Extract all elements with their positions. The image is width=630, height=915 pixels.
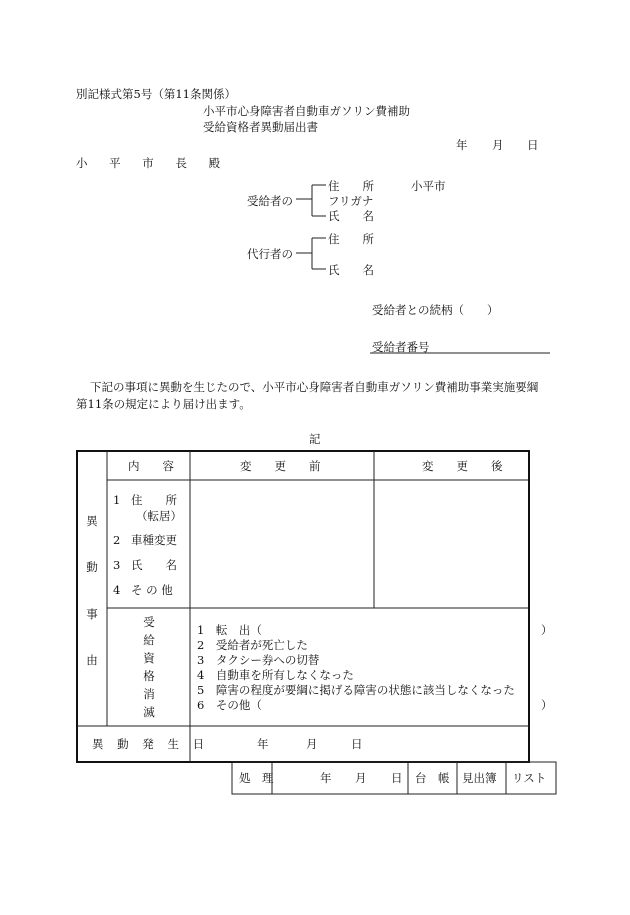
side-label-char: 異 <box>86 514 98 528</box>
relation-label: 受給者との続柄（ ） <box>372 303 499 317</box>
ki-label: 記 <box>309 432 321 446</box>
form-number: 別記様式第5号（第11条関係） <box>76 87 236 101</box>
item-label-address: 住 所 <box>131 493 177 507</box>
col-before-header: 変 更 前 <box>240 459 321 473</box>
recipient-address-value: 小平市 <box>411 179 446 193</box>
item-sub-moving: （転居） <box>136 509 182 523</box>
item-label-name: 氏 名 <box>131 558 177 572</box>
date-month-label: 月 <box>492 138 504 152</box>
list-label: リスト <box>512 771 547 785</box>
form-title-line2: 受給資格者異動届出書 <box>203 120 318 134</box>
date-day-label: 日 <box>527 138 539 152</box>
occur-day-label: 日 <box>351 737 363 751</box>
col-content-header: 内 容 <box>128 459 174 473</box>
col-after-header: 変 更 後 <box>422 459 503 473</box>
side-label-char: 動 <box>86 560 98 574</box>
proxy-label: 代行者の <box>247 247 293 261</box>
recipient-label: 受給者の <box>247 194 293 208</box>
occur-month-label: 月 <box>306 737 318 751</box>
occur-year-label: 年 <box>257 737 269 751</box>
loss-label-char: 消 <box>143 687 155 701</box>
form-title-line1: 小平市心身障害者自動車ガソリン費補助 <box>203 104 410 118</box>
processing-day: 日 <box>391 771 403 785</box>
loss-label-char: 受 <box>143 615 155 629</box>
date-year-label: 年 <box>456 138 468 152</box>
body-text-line2: 第11条の規定により届け出ます。 <box>76 397 251 411</box>
item-label-other: そ の 他 <box>131 583 173 597</box>
recipient-name-label: 氏 名 <box>328 209 374 223</box>
loss-label-char: 格 <box>143 669 155 683</box>
processing-year: 年 <box>320 771 332 785</box>
loss-reason-5: 5 障害の程度が要綱に掲げる障害の状態に該当しなくなった <box>197 683 515 697</box>
recipient-address-label: 住 所 <box>328 179 374 193</box>
close-paren: ） <box>541 623 553 637</box>
item-number: 4 <box>113 583 121 597</box>
addressee: 小 平 市 長 殿 <box>76 156 230 170</box>
loss-label-char: 給 <box>143 633 155 647</box>
loss-reason-2: 2 受給者が死亡した <box>197 638 308 652</box>
loss-reason-6: 6 その他（ <box>197 698 262 712</box>
loss-label-char: 滅 <box>143 705 155 719</box>
loss-reason-1: 1 転 出（ <box>197 623 262 637</box>
proxy-name-label: 氏 名 <box>328 263 374 277</box>
item-number: 2 <box>113 533 121 547</box>
ledger-label: 台 帳 <box>415 771 450 785</box>
body-text-line1: 下記の事項に異動を生じたので、小平市心身障害者自動車ガソリン費補助事業実施要綱 <box>90 380 539 394</box>
proxy-address-label: 住 所 <box>328 232 374 246</box>
loss-label-char: 資 <box>143 651 155 665</box>
close-paren: ） <box>541 698 553 712</box>
item-number: 3 <box>113 558 121 572</box>
recipient-furigana-label: フリガナ <box>328 194 374 208</box>
item-number: 1 <box>113 493 121 507</box>
side-label-char: 事 <box>86 607 98 621</box>
occur-date-label: 異 動 発 生 日 <box>92 737 210 751</box>
item-label-vehicle-change: 車種変更 <box>131 533 177 547</box>
side-label-char: 由 <box>86 653 98 667</box>
recipient-number-label: 受給者番号 <box>372 340 430 354</box>
processing-label: 処 理 <box>239 771 274 785</box>
loss-reason-3: 3 タクシー券への切替 <box>197 653 320 667</box>
outbook-label: 見出簿 <box>462 771 497 785</box>
processing-month: 月 <box>355 771 367 785</box>
loss-reason-4: 4 自動車を所有しなくなった <box>197 668 354 682</box>
